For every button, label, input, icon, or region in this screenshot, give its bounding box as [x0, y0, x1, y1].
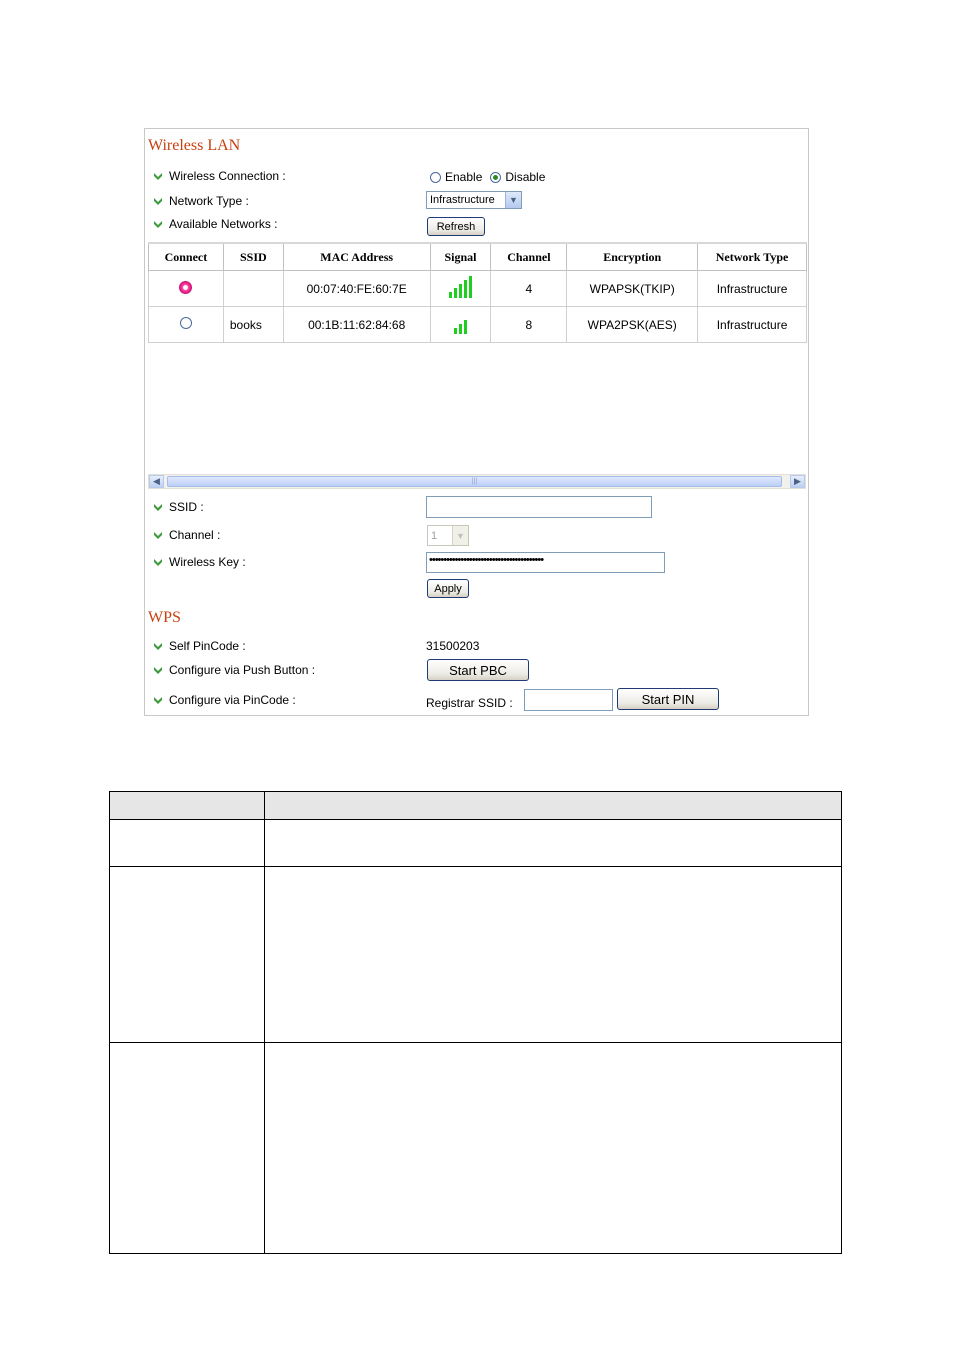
refresh-button[interactable]: Refresh	[427, 217, 485, 236]
column-header-network-type: Network Type	[698, 243, 807, 271]
table-header-row	[149, 243, 807, 271]
table-cell	[264, 867, 841, 1043]
header-cell	[264, 792, 841, 820]
network-type-value: Infrastructure	[430, 194, 495, 206]
wireless-connection-options	[430, 170, 545, 184]
channel-row	[153, 528, 220, 542]
apply-button[interactable]: Apply	[427, 579, 469, 598]
column-header-mac-address: MAC Address	[283, 243, 430, 271]
ssid-label: SSID :	[169, 500, 204, 514]
encryption-cell: WPAPSK(TKIP)	[567, 271, 698, 307]
wireless-settings-panel	[144, 128, 809, 716]
network-type-cell: Infrastructure	[698, 307, 807, 343]
signal-bar	[454, 288, 457, 298]
disable-radio[interactable]	[490, 172, 501, 183]
mac-cell: 00:07:40:FE:60:7E	[283, 271, 430, 307]
signal-bar	[464, 320, 467, 334]
channel-cell: 4	[491, 271, 567, 307]
encryption-cell: WPA2PSK(AES)	[567, 307, 698, 343]
pincode-row	[153, 693, 296, 707]
table-cell	[264, 820, 841, 867]
wireless-connection-label: Wireless Connection :	[169, 169, 286, 183]
available-networks-table	[148, 242, 807, 343]
ssid-row	[153, 500, 204, 514]
available-networks-row	[153, 217, 278, 231]
table-cell	[264, 1043, 841, 1254]
registrar-ssid-input[interactable]	[524, 689, 613, 711]
start-pbc-button[interactable]: Start PBC	[427, 659, 529, 681]
pincode-label: Configure via PinCode :	[169, 693, 296, 707]
chevron-bullet-icon	[153, 641, 164, 652]
signal-bar	[459, 324, 462, 334]
signal-bar	[454, 328, 457, 334]
signal-strength-icon	[454, 312, 467, 334]
self-pincode-value: 31500203	[426, 639, 480, 653]
chevron-bullet-icon	[153, 530, 164, 541]
scrollbar-thumb[interactable]: |||	[167, 476, 782, 487]
chevron-bullet-icon	[153, 665, 164, 676]
column-header-connect: Connect	[149, 243, 224, 271]
connect-cell[interactable]	[149, 307, 224, 343]
column-header-ssid: SSID	[223, 243, 283, 271]
chevron-bullet-icon	[153, 502, 164, 513]
self-pincode-row	[153, 639, 246, 653]
start-pin-button[interactable]: Start PIN	[617, 688, 719, 710]
table-header-row	[110, 792, 842, 820]
chevron-bullet-icon	[153, 196, 164, 207]
table-row	[110, 1043, 842, 1254]
table-row[interactable]	[149, 307, 807, 343]
connect-cell[interactable]	[149, 271, 224, 307]
wps-title: WPS	[148, 609, 181, 626]
wireless-key-input[interactable]: ••••••••••••••••••••••••••••••••••••••••	[426, 552, 665, 573]
signal-bar	[449, 292, 452, 298]
channel-select[interactable]	[427, 525, 469, 546]
column-header-encryption: Encryption	[567, 243, 698, 271]
table-cell	[110, 820, 265, 867]
table-row	[110, 867, 842, 1043]
enable-label: Enable	[445, 170, 483, 184]
chevron-bullet-icon	[153, 171, 164, 182]
signal-cell	[430, 307, 491, 343]
network-select-radio[interactable]	[179, 281, 192, 294]
signal-bar	[459, 284, 462, 298]
signal-strength-icon	[449, 276, 472, 298]
table-cell	[110, 867, 265, 1043]
network-type-select[interactable]	[426, 191, 522, 209]
disable-label: Disable	[505, 170, 546, 184]
enable-radio[interactable]	[430, 172, 441, 183]
signal-bar	[469, 276, 472, 298]
wireless-key-label: Wireless Key :	[169, 555, 246, 569]
chevron-down-icon[interactable]: ▼	[452, 526, 468, 545]
network-type-cell: Infrastructure	[698, 271, 807, 307]
network-select-radio[interactable]	[180, 317, 192, 329]
column-header-signal: Signal	[430, 243, 491, 271]
header-cell	[110, 792, 265, 820]
registrar-ssid-label: Registrar SSID :	[426, 696, 513, 710]
push-button-label: Configure via Push Button :	[169, 663, 316, 677]
chevron-bullet-icon	[153, 695, 164, 706]
chevron-down-icon[interactable]: ▼	[505, 192, 521, 208]
channel-value: 1	[431, 529, 438, 542]
ssid-cell: books	[223, 307, 283, 343]
table-row	[110, 820, 842, 867]
table-cell	[110, 1043, 265, 1254]
push-button-row	[153, 663, 315, 677]
ssid-cell	[223, 271, 283, 307]
table-row[interactable]	[149, 271, 807, 307]
wireless-key-row	[153, 555, 246, 569]
wireless-lan-title: Wireless LAN	[148, 137, 241, 154]
network-type-row	[153, 194, 249, 208]
scroll-left-arrow-icon[interactable]: ◀	[149, 475, 164, 488]
ssid-input[interactable]	[426, 496, 652, 518]
chevron-bullet-icon	[153, 219, 164, 230]
signal-cell	[430, 271, 491, 307]
signal-bar	[464, 280, 467, 298]
mac-cell: 00:1B:11:62:84:68	[283, 307, 430, 343]
table-horizontal-scrollbar[interactable]	[148, 474, 806, 489]
scroll-right-arrow-icon[interactable]: ▶	[790, 475, 805, 488]
column-header-channel: Channel	[491, 243, 567, 271]
network-type-label: Network Type :	[169, 194, 249, 208]
description-table	[109, 791, 842, 1254]
channel-label: Channel :	[169, 528, 221, 542]
self-pincode-label: Self PinCode :	[169, 639, 246, 653]
chevron-bullet-icon	[153, 557, 164, 568]
available-networks-label: Available Networks :	[169, 217, 278, 231]
channel-cell: 8	[491, 307, 567, 343]
wireless-connection-row	[153, 169, 286, 183]
